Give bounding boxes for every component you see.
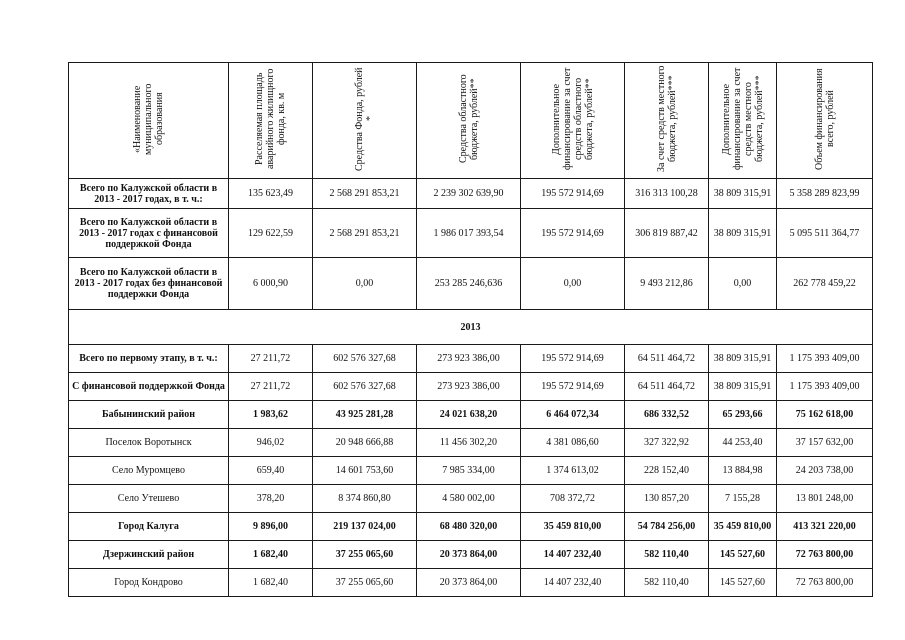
value-cell: 14 407 232,40: [521, 541, 625, 569]
value-cell: 4 580 002,00: [417, 485, 521, 513]
value-cell: 946,02: [229, 429, 313, 457]
table-row: [69, 429, 873, 457]
value-cell: 7 155,28: [709, 485, 777, 513]
value-cell: 129 622,59: [229, 209, 313, 258]
value-cell: 327 322,92: [625, 429, 709, 457]
value-cell: 27 211,72: [229, 345, 313, 373]
value-cell: 273 923 386,00: [417, 345, 521, 373]
row-name-cell: Бабынинский район: [69, 401, 229, 429]
table-row: [69, 485, 873, 513]
value-cell: 44 253,40: [709, 429, 777, 457]
col-header-area: Расселяемая площадь аварийного жилищного фонда, кв. м: [229, 63, 313, 179]
value-cell: 195 572 914,69: [521, 373, 625, 401]
value-cell: 708 372,72: [521, 485, 625, 513]
table-row: [69, 373, 873, 401]
value-cell: 38 809 315,91: [709, 373, 777, 401]
value-cell: 27 211,72: [229, 373, 313, 401]
table-row: [69, 457, 873, 485]
value-cell: 14 601 753,60: [313, 457, 417, 485]
row-name-cell: Город Кондрово: [69, 569, 229, 597]
value-cell: 1 682,40: [229, 541, 313, 569]
value-cell: 24 203 738,00: [777, 457, 873, 485]
value-cell: 65 293,66: [709, 401, 777, 429]
value-cell: 306 819 887,42: [625, 209, 709, 258]
value-cell: 686 332,52: [625, 401, 709, 429]
value-cell: 195 572 914,69: [521, 209, 625, 258]
value-cell: 262 778 459,22: [777, 258, 873, 310]
row-name-cell: С финансовой поддержкой Фонда: [69, 373, 229, 401]
year-row: [69, 310, 873, 345]
value-cell: 9 896,00: [229, 513, 313, 541]
value-cell: 130 857,20: [625, 485, 709, 513]
value-cell: 659,40: [229, 457, 313, 485]
value-cell: 6 464 072,34: [521, 401, 625, 429]
value-cell: 6 000,90: [229, 258, 313, 310]
value-cell: 2 239 302 639,90: [417, 179, 521, 209]
col-header-regional: Средства областного бюджета, рублей**: [417, 63, 521, 179]
value-cell: 24 021 638,20: [417, 401, 521, 429]
value-cell: 582 110,40: [625, 541, 709, 569]
value-cell: 35 459 810,00: [521, 513, 625, 541]
value-cell: 1 175 393 409,00: [777, 373, 873, 401]
value-cell: 9 493 212,86: [625, 258, 709, 310]
financing-table: [68, 62, 873, 597]
value-cell: 8 374 860,80: [313, 485, 417, 513]
table-row: [69, 209, 873, 258]
financing-table-sheet: [68, 62, 872, 597]
value-cell: 582 110,40: [625, 569, 709, 597]
col-header-local-extra: Дополнительное финансирование за счет средств местного бюджета, рублей***: [709, 63, 777, 179]
value-cell: 64 511 464,72: [625, 373, 709, 401]
value-cell: 2 568 291 853,21: [313, 209, 417, 258]
value-cell: 1 374 613,02: [521, 457, 625, 485]
value-cell: 38 809 315,91: [709, 179, 777, 209]
row-name-cell: Город Калуга: [69, 513, 229, 541]
value-cell: 37 255 065,60: [313, 569, 417, 597]
value-cell: 54 784 256,00: [625, 513, 709, 541]
value-cell: 38 809 315,91: [709, 345, 777, 373]
value-cell: 145 527,60: [709, 541, 777, 569]
value-cell: 219 137 024,00: [313, 513, 417, 541]
row-name-cell: Село Утешево: [69, 485, 229, 513]
value-cell: 1 983,62: [229, 401, 313, 429]
value-cell: 253 285 246,636: [417, 258, 521, 310]
value-cell: 14 407 232,40: [521, 569, 625, 597]
value-cell: 145 527,60: [709, 569, 777, 597]
value-cell: 273 923 386,00: [417, 373, 521, 401]
value-cell: 37 157 632,00: [777, 429, 873, 457]
value-cell: 75 162 618,00: [777, 401, 873, 429]
year-label: 2013: [69, 310, 873, 345]
row-name-cell: Село Муромцево: [69, 457, 229, 485]
value-cell: 195 572 914,69: [521, 179, 625, 209]
row-name-cell: Всего по Калужской области в 2013 - 2017 годах без финансовой поддержки Фонда: [69, 258, 229, 310]
value-cell: 378,20: [229, 485, 313, 513]
table-row: [69, 345, 873, 373]
value-cell: 2 568 291 853,21: [313, 179, 417, 209]
col-header-total: Объем финансирования всего, рублей: [777, 63, 873, 179]
table-row: [69, 541, 873, 569]
value-cell: 7 985 334,00: [417, 457, 521, 485]
value-cell: 13 884,98: [709, 457, 777, 485]
value-cell: 1 175 393 409,00: [777, 345, 873, 373]
value-cell: 0,00: [313, 258, 417, 310]
value-cell: 37 255 065,60: [313, 541, 417, 569]
value-cell: 135 623,49: [229, 179, 313, 209]
header-row: [69, 63, 873, 179]
col-header-local: За счет средств местного бюджета, рублей***: [625, 63, 709, 179]
value-cell: 72 763 800,00: [777, 541, 873, 569]
value-cell: 1 682,40: [229, 569, 313, 597]
value-cell: 38 809 315,91: [709, 209, 777, 258]
table-row: [69, 569, 873, 597]
value-cell: 20 948 666,88: [313, 429, 417, 457]
row-name-cell: Всего по Калужской области в 2013 - 2017 годах, в т. ч.:: [69, 179, 229, 209]
value-cell: 228 152,40: [625, 457, 709, 485]
row-name-cell: Поселок Воротынск: [69, 429, 229, 457]
value-cell: 72 763 800,00: [777, 569, 873, 597]
value-cell: 0,00: [521, 258, 625, 310]
col-header-fund: Средства Фонда, рублей *: [313, 63, 417, 179]
value-cell: 20 373 864,00: [417, 569, 521, 597]
col-header-regional-extra: Дополнительное финансирование за счет средств областного бюджета, рублей**: [521, 63, 625, 179]
table-row: [69, 401, 873, 429]
value-cell: 20 373 864,00: [417, 541, 521, 569]
value-cell: 602 576 327,68: [313, 345, 417, 373]
value-cell: 602 576 327,68: [313, 373, 417, 401]
value-cell: 413 321 220,00: [777, 513, 873, 541]
row-name-cell: Всего по Калужской области в 2013 - 2017 годах с финансовой поддержкой Фонда: [69, 209, 229, 258]
row-name-cell: Всего по первому этапу, в т. ч.:: [69, 345, 229, 373]
value-cell: 68 480 320,00: [417, 513, 521, 541]
value-cell: 4 381 086,60: [521, 429, 625, 457]
value-cell: 43 925 281,28: [313, 401, 417, 429]
row-name-cell: Дзержинский район: [69, 541, 229, 569]
col-header-name: «Наименование муниципального образования: [69, 63, 229, 179]
table-row: [69, 179, 873, 209]
value-cell: 5 095 511 364,77: [777, 209, 873, 258]
value-cell: 35 459 810,00: [709, 513, 777, 541]
table-row: [69, 258, 873, 310]
value-cell: 0,00: [709, 258, 777, 310]
value-cell: 64 511 464,72: [625, 345, 709, 373]
value-cell: 316 313 100,28: [625, 179, 709, 209]
value-cell: 11 456 302,20: [417, 429, 521, 457]
value-cell: 5 358 289 823,99: [777, 179, 873, 209]
value-cell: 195 572 914,69: [521, 345, 625, 373]
table-row: [69, 513, 873, 541]
value-cell: 1 986 017 393,54: [417, 209, 521, 258]
value-cell: 13 801 248,00: [777, 485, 873, 513]
